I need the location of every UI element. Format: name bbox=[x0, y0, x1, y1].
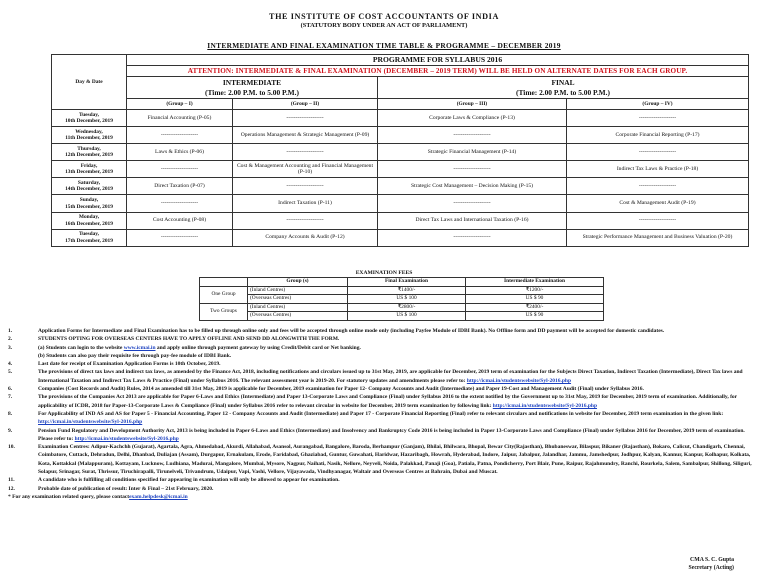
exam-date: 12th December, 2019 bbox=[65, 152, 113, 159]
day-date-cell bbox=[52, 127, 127, 144]
final-header bbox=[378, 77, 749, 99]
group-4-paper: Indirect Tax Laws & Practice (P-18) bbox=[567, 161, 749, 178]
group-3-paper: -------------------- bbox=[378, 161, 567, 178]
group-4-paper: Corporate Financial Reporting (P-17) bbox=[567, 127, 749, 144]
institute-name: THE INSTITUTE OF COST ACCOUNTANTS OF INDIA bbox=[269, 12, 499, 21]
exam-date: 16th December, 2019 bbox=[65, 220, 113, 227]
fees-header-intermediate: Intermediate Examination bbox=[466, 278, 604, 287]
group-2-paper: Indirect Taxation (P-11) bbox=[233, 195, 378, 212]
fees-overseas-label: (Overseas Centres) bbox=[248, 312, 348, 321]
group-2-paper: -------------------- bbox=[233, 212, 378, 229]
table-row bbox=[52, 144, 749, 161]
note-number: 9. bbox=[8, 427, 13, 434]
table-row bbox=[52, 212, 749, 229]
list-item bbox=[8, 410, 760, 427]
syllabus-link[interactable]: http://icmai.in/studentswebsite/Syl-2016.php bbox=[466, 377, 572, 384]
note-text bbox=[38, 368, 760, 385]
timetable-table bbox=[51, 54, 749, 247]
fees-one-group-label: One Group bbox=[200, 286, 248, 303]
group-3-paper: -------------------- bbox=[378, 229, 567, 246]
note-3a-suffix: and apply online through payment gateway by using Credit/Debit card or Net banking. bbox=[155, 344, 361, 351]
note-number: 5. bbox=[8, 369, 13, 376]
fees-header-final: Final Examination bbox=[348, 278, 466, 287]
note-text bbox=[38, 410, 760, 427]
day-date-cell bbox=[52, 110, 127, 127]
note-8-body: For Applicability of IND AS and AS for Paper 5 - Financial Accounting, Paper 12 - Company Accounts and Audit (Intermediate) and Paper 17 - Corporate Financial Reporting (Final) refer to relevant circulars and notifications in website for December, 2019 term examination in the given link: bbox=[38, 410, 724, 417]
list-item bbox=[8, 335, 760, 343]
fees-inter-inland: ₹2400/- bbox=[466, 303, 604, 312]
exam-date: 10th December, 2019 bbox=[65, 118, 113, 125]
signature-block bbox=[614, 556, 734, 572]
group-1-paper: Cost Accounting (P-08) bbox=[127, 212, 233, 229]
day-date-header: Day & Date bbox=[52, 55, 127, 110]
fees-header-blank bbox=[200, 278, 248, 287]
note-number: 1. bbox=[8, 328, 13, 334]
group-1-paper: -------------------- bbox=[127, 195, 233, 212]
note-text: A candidate who is fulfilling all conditions specified for appearing in examination will only be allowed to appear for examination. bbox=[38, 477, 340, 484]
group-header-2: (Group – II) bbox=[233, 99, 378, 110]
group-1-paper: Financial Accounting (P-05) bbox=[127, 110, 233, 127]
group-header-1: (Group – I) bbox=[127, 99, 233, 110]
day-date-cell bbox=[52, 178, 127, 195]
note-number: 8. bbox=[8, 410, 13, 417]
list-item bbox=[8, 476, 760, 484]
group-4-paper: -------------------- bbox=[567, 110, 749, 127]
fees-inter-overseas: US $ 90 bbox=[466, 312, 604, 321]
group-3-paper: -------------------- bbox=[378, 195, 567, 212]
fees-two-groups-label: Two Groups bbox=[200, 303, 248, 320]
list-item bbox=[8, 344, 760, 361]
exam-date: 13th December, 2019 bbox=[65, 169, 113, 176]
fees-overseas-label: (Overseas Centres) bbox=[248, 295, 348, 304]
syllabus-link[interactable]: http://icmai.in/studentswebsite/Syl-2016.php bbox=[38, 419, 143, 426]
group-2-paper: -------------------- bbox=[233, 144, 378, 161]
day-name: Wednesday, bbox=[75, 128, 103, 135]
note-text: Examination Centres: Adipur-Kachchh (Gujarat), Agartala, Agra, Ahmedabad, Akurdi, Allahabad, Asansol, Aurangabad, Bangalore, Baroda, Berhampur (Ganjam), Bhilai, Bhilwara, Bhopal, Bewar City(Rajasthan), Bhubaneswar, Bilaspur, Bikaner (Rajasthan), Bokaro, Calicut, Chandigarh, Chennai, Coimbatore, Cuttack, Dehradun, Delhi, Dhanbad, Duliajan (Assam), Durgapur, Ernakulam, Erode, Faridabad, Ghaziabad, Guntur, Guwahati, Haridwar, Hazaribagh, Howrah, Hyderabad, Indore, Jaipur, Jabalpur, Jalandhar, Jammu, Jamshedpur, Jodhpur, Kalyan, Kannur, Kanpur, Kolhapur, Kolkata, Kota, Kottakkal (Malappuram), Kottayam, Lucknow, Ludhiana, Madurai, Mangalore, Mumbai, Mysore, Nagpur, Naihati, Nasik, Nellore, Neyveli, Noida, Palakkad, Panaji (Goa), Patiala, Patna, Pondicherry, Port Blair, Pune, Raipur, Rajahmundry, Ranchi, Rourkela, Salem, Sambalpur, Shillong, Siliguri, Solapur, Srinagar, Surat, Thrissur, Tiruchirapalli, Tirunelveli, Trivandrum, Udaipur, Vapi, Vashi, Vellore, Vijayawada, Vindhyanagar, Waltair and Overseas Centres at Bahrain, Dubai and Muscat. bbox=[38, 444, 752, 476]
note-9-body: Pension Fund Regulatory and Development Authority Act, 2013 is being included in Paper 6-Laws and Ethics (Intermediate) and Insolvency and Bankruptcy Code 2016 is being included in Paper 13-Corporate Laws and Compliance (Final) under Syllabus 2016 for December, 2019 term of examination. Please refer to: bbox=[38, 427, 745, 442]
group-header-3: (Group – III) bbox=[378, 99, 567, 110]
table-row bbox=[52, 195, 749, 212]
fees-inland-label: (Inland Centres) bbox=[248, 303, 348, 312]
signatory-name: CMA S. C. Gupta bbox=[690, 557, 734, 563]
list-item bbox=[8, 393, 760, 410]
group-3-paper: Corporate Laws & Compliance (P-13) bbox=[378, 110, 567, 127]
group-3-paper: Strategic Financial Management (P-14) bbox=[378, 144, 567, 161]
fees-final-overseas: US $ 100 bbox=[348, 312, 466, 321]
note-number: 7. bbox=[8, 394, 13, 401]
table-row bbox=[52, 161, 749, 178]
fees-inter-inland: ₹1200/- bbox=[466, 286, 604, 295]
group-3-paper: Strategic Cost Management – Decision Making (P-15) bbox=[378, 178, 567, 195]
note-3a-prefix: (a) Students can login to the website bbox=[38, 344, 124, 351]
list-item bbox=[8, 360, 760, 368]
table-row bbox=[52, 178, 749, 195]
fees-inter-overseas: US $ 90 bbox=[466, 295, 604, 304]
signatory-designation: Secretary (Acting) bbox=[688, 565, 734, 571]
final-label: FINAL bbox=[551, 77, 575, 87]
day-name: Sunday, bbox=[79, 197, 99, 204]
day-date-cell bbox=[52, 161, 127, 178]
group-1-paper: -------------------- bbox=[127, 127, 233, 144]
fees-table bbox=[199, 277, 604, 321]
website-link[interactable]: www.icmai.in bbox=[123, 344, 156, 351]
note-7-body: The provisions of the Companies Act 2013 are applicable for Paper 6-Laws and Ethics (Intermediate) and Paper 13-Corporate Laws and Compliance (Final) under Syllabus 2016 to the extent notified by the Government up to 31st May, 2019 for December, 2019 term of examination. Additionally, for applicability of ICDR, 2018 for Paper-13-Corporate Laws & Compliance (Final) under Syllabus 2016 refer to relevant circular in website for December, 2019 term examination by following link: bbox=[38, 394, 737, 409]
group-header-4: (Group – IV) bbox=[567, 99, 749, 110]
exam-date: 17th December, 2019 bbox=[65, 237, 113, 244]
group-2-paper: -------------------- bbox=[233, 110, 378, 127]
group-3-paper: Direct Tax Laws and International Taxation (P-16) bbox=[378, 212, 567, 229]
document-title: INTERMEDIATE AND FINAL EXAMINATION TIME TABLE & PROGRAMME – DECEMBER 2019 bbox=[207, 41, 561, 50]
table-row bbox=[52, 127, 749, 144]
day-name: Tuesday, bbox=[78, 111, 100, 118]
group-2-paper: Cost & Management Accounting and Financial Management (P-10) bbox=[233, 161, 378, 178]
syllabus-link[interactable]: http://icmai.in/studentswebsite/Syl-2016.php bbox=[74, 435, 179, 442]
note-5-body: The provisions of direct tax laws and indirect tax laws, as amended by the Finance Act, 2018, including notifications and circulars issued up to 31st May, 2019, are applicable for December, 2019 term of examination for the Subjects Direct Taxation, Indirect Taxation (Intermediate), Direct Tax laws and International Taxation and Indirect Tax Laws & Practice (Final) under Syllabus 2016. The relevant assessment year is 2019-20. For statutory updates and amendments please refer to: bbox=[38, 369, 743, 384]
exam-date: 14th December, 2019 bbox=[65, 186, 113, 193]
day-name: Tuesday, bbox=[78, 231, 100, 238]
note-number: 12. bbox=[8, 485, 15, 492]
fees-inland-label: (Inland Centres) bbox=[248, 286, 348, 295]
note-text: STUDENTS OPTING FOR OVERSEAS CENTERS HAVE TO APPLY OFFLINE AND SEND DD ALONGWITH THE FORM. bbox=[38, 336, 340, 343]
day-name: Monday, bbox=[78, 214, 100, 221]
fees-final-overseas: US $ 100 bbox=[348, 295, 466, 304]
helpdesk-email-link[interactable]: exam.helpdesk@icmai.in bbox=[129, 493, 188, 500]
group-4-paper: -------------------- bbox=[567, 144, 749, 161]
intermediate-label: INTERMEDIATE bbox=[222, 77, 282, 87]
note-text bbox=[38, 427, 760, 444]
list-item bbox=[8, 327, 760, 335]
group-1-paper: Direct Taxation (P-07) bbox=[127, 178, 233, 195]
note-number: 10. bbox=[8, 444, 15, 451]
note-3b: (b) Students can also pay their requisite fee through pay-fee module of IDBI Bank. bbox=[38, 352, 232, 359]
exam-date: 15th December, 2019 bbox=[65, 203, 113, 210]
notes-list bbox=[8, 327, 760, 501]
group-2-paper: -------------------- bbox=[233, 178, 378, 195]
group-4-paper: -------------------- bbox=[567, 212, 749, 229]
note-number: 6. bbox=[8, 386, 13, 393]
institute-subtitle: (STATUTORY BODY UNDER AN ACT OF PARLIAMENT) bbox=[300, 22, 468, 29]
query-note bbox=[8, 493, 760, 501]
attention-banner: ATTENTION: INTERMEDIATE & FINAL EXAMINATION (DECEMBER – 2019 TERM) WILL BE HELD ON ALTERNATE DATES FOR EACH GROUP. bbox=[127, 66, 749, 77]
note-number: 4. bbox=[8, 361, 13, 368]
list-item bbox=[8, 385, 760, 393]
fees-title: EXAMINATION FEES bbox=[355, 270, 413, 276]
intermediate-time: (Time: 2.00 P.M. to 5.00 P.M.) bbox=[205, 87, 299, 97]
table-row bbox=[52, 110, 749, 127]
note-text: Last date for receipt of Examination Application Forms is 10th October, 2019. bbox=[38, 361, 221, 368]
fees-final-inland: ₹2800/- bbox=[348, 303, 466, 312]
note-text: Application Forms for Intermediate and Final Examination has to be filled up through online only and fees will be accepted through online mode only (including Payfee Module of IDBI Bank). No Offline form and DD payment will be accepted for domestic candidates. bbox=[38, 328, 665, 334]
note-text: Companies (Cost Records and Audit) Rules, 2014 as amended till 31st May, 2019 is applicable for December, 2019 examination for Paper 12- Company Accounts and Audit (Intermediate) and Paper 19-Cost and Management Audit (Final) under Syllabus 2016. bbox=[38, 386, 644, 393]
table-row bbox=[52, 229, 749, 246]
programme-title: PROGRAMME FOR SYLLABUS 2016 bbox=[127, 55, 749, 66]
day-date-cell bbox=[52, 195, 127, 212]
query-text: * For any examination related query, please contact bbox=[8, 493, 130, 500]
day-name: Saturday, bbox=[77, 179, 101, 186]
fees-header-groups: Group (s) bbox=[248, 278, 348, 287]
day-date-cell bbox=[52, 212, 127, 229]
list-item bbox=[8, 485, 760, 493]
exam-date: 11th December, 2019 bbox=[65, 135, 113, 142]
group-4-paper: Strategic Performance Management and Business Valuation (P-20) bbox=[567, 229, 749, 246]
note-number: 2. bbox=[8, 336, 13, 343]
note-text: Probable date of publication of result: Inter & Final – 21st February, 2020. bbox=[38, 485, 214, 492]
group-1-paper: Laws & Ethics (P-06) bbox=[127, 144, 233, 161]
note-text bbox=[38, 393, 760, 410]
group-1-paper: -------------------- bbox=[127, 229, 233, 246]
day-date-cell bbox=[52, 229, 127, 246]
group-1-paper: -------------------- bbox=[127, 161, 233, 178]
syllabus-link[interactable]: http://icmai.in/studentswebsite/Syl-2016.php bbox=[492, 402, 598, 409]
group-2-paper: Company Accounts & Audit (P-12) bbox=[233, 229, 378, 246]
note-number: 11. bbox=[8, 477, 15, 484]
group-4-paper: Cost & Management Audit (P-19) bbox=[567, 195, 749, 212]
day-name: Friday, bbox=[80, 162, 98, 169]
fees-final-inland: ₹1400/- bbox=[348, 286, 466, 295]
list-item bbox=[8, 427, 760, 444]
group-4-paper: -------------------- bbox=[567, 178, 749, 195]
list-item bbox=[8, 368, 760, 385]
intermediate-header bbox=[127, 77, 378, 99]
group-3-paper: -------------------- bbox=[378, 127, 567, 144]
note-number: 3. bbox=[8, 344, 13, 351]
note-text bbox=[38, 344, 760, 361]
day-name: Thursday, bbox=[77, 145, 101, 152]
list-item bbox=[8, 443, 760, 476]
final-time: (Time: 2.00 P.M. to 5.00 P.M.) bbox=[516, 87, 610, 97]
group-2-paper: Operations Management & Strategic Management (P-09) bbox=[233, 127, 378, 144]
day-date-cell bbox=[52, 144, 127, 161]
